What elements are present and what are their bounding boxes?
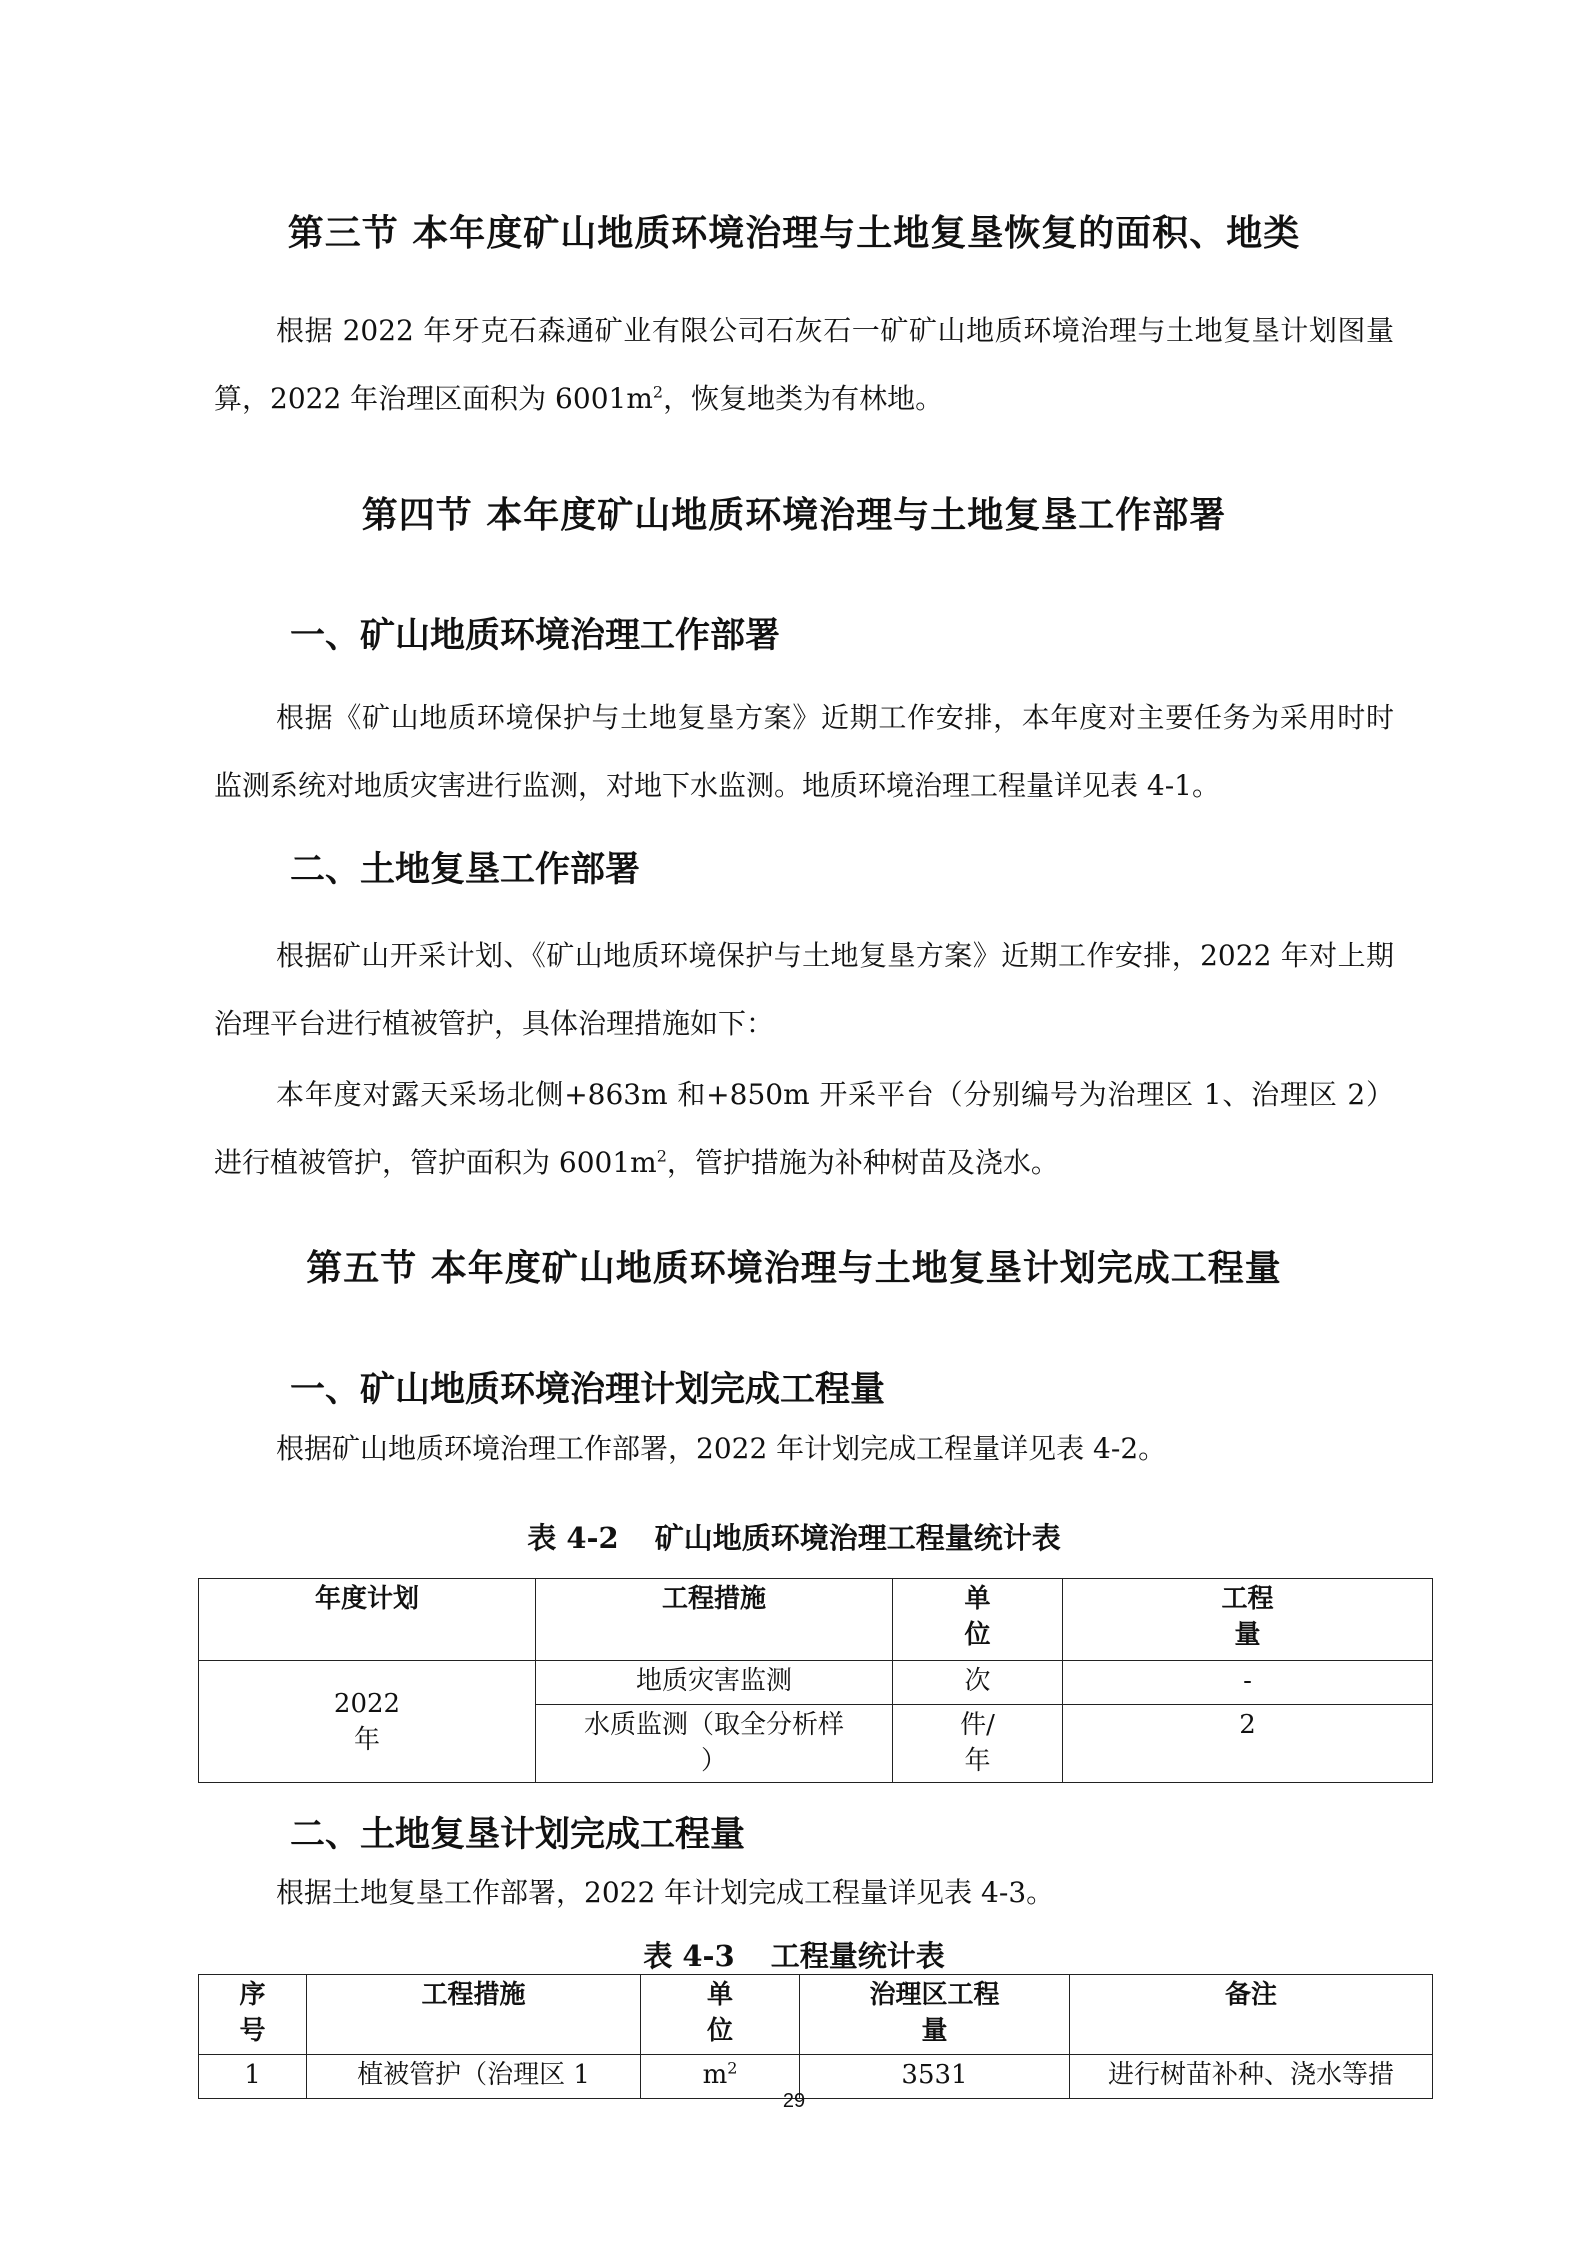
table-header-cell: 单 位: [893, 1579, 1063, 1661]
section-4-paragraph-2: 根据矿山开采计划、《矿山地质环境保护与土地复垦方案》近期工作安排，2022 年对上期治理平台进行植被管护，具体治理措施如下：: [214, 939, 1394, 1040]
table-header-cell: 工程措施: [307, 1975, 641, 2055]
table-cell: 2: [1063, 1705, 1433, 1783]
table-header-cell: 备注: [1070, 1975, 1433, 2055]
table-header-cell: 工程 量: [1063, 1579, 1433, 1661]
section-4-paragraph-3-text-b: ，管护措施为补种树苗及浇水。: [666, 1146, 1059, 1179]
superscript-2: 2: [656, 1146, 667, 1166]
table-row: [199, 1661, 1433, 1705]
table-4-2: [198, 1578, 1433, 1783]
table-cell: 植被管护（治理区 1: [307, 2055, 641, 2099]
section-4-subheading-1: 一、矿山地质环境治理工作部署: [290, 615, 781, 656]
table-4-2-caption-title: 矿山地质环境治理工程量统计表: [654, 1521, 1061, 1555]
section-4-paragraph-3: [214, 1061, 1394, 1197]
section-3-paragraph-text-a: 根据 2022 年牙克石森通矿业有限公司石灰石一矿矿山地质环境治理与土地复垦计划图量算，2022 年治理区面积为 6001m: [214, 314, 1394, 415]
table-cell: 进行树苗补种、浇水等措: [1070, 2055, 1433, 2099]
section-3-paragraph: [214, 297, 1394, 433]
table-header-cell: 单 位: [641, 1975, 800, 2055]
superscript-2: 2: [652, 382, 664, 402]
table-header-cell: 年度计划: [199, 1579, 536, 1661]
table-4-3-caption-number: 表 4-3: [643, 1939, 735, 1973]
section-4-paragraph-3-text-a: 本年度对露天采场北侧+863m 和+850m 开采平台（分别编号为治理区 1、治理区 2）进行植被管护，管护面积为 6001m: [214, 1078, 1394, 1179]
table-4-2-caption: [0, 1516, 1588, 1557]
table-cell: 3531: [800, 2055, 1070, 2099]
section-4-subheading-2: 二、土地复垦工作部署: [290, 849, 641, 890]
section-3-heading: 第三节 本年度矿山地质环境治理与土地复垦恢复的面积、地类: [287, 212, 1301, 254]
section-5-paragraph-1: 根据矿山地质环境治理工作部署，2022 年计划完成工程量详见表 4-2。: [276, 1432, 1167, 1465]
table-4-2-caption-number: 表 4-2: [527, 1521, 619, 1555]
table-4-3-caption: [0, 1934, 1588, 1975]
table-cell: 1: [199, 2055, 307, 2099]
table-header-cell: 治理区工程 量: [800, 1975, 1070, 2055]
section-5-paragraph-2: 根据土地复垦工作部署，2022 年计划完成工程量详见表 4-3。: [276, 1876, 1055, 1909]
table-cell: 地质灾害监测: [536, 1661, 893, 1705]
table-cell: -: [1063, 1661, 1433, 1705]
section-5-subheading-2: 二、土地复垦计划完成工程量: [290, 1814, 746, 1855]
table-cell: 件/ 年: [893, 1705, 1063, 1783]
section-4-heading: 第四节 本年度矿山地质环境治理与土地复垦工作部署: [361, 494, 1227, 536]
table-4-3-caption-title: 工程量统计表: [770, 1939, 945, 1973]
section-5-subheading-1: 一、矿山地质环境治理计划完成工程量: [290, 1369, 886, 1410]
section-3-paragraph-text-b: ，恢复地类为有林地。: [663, 382, 944, 415]
table-year-cell: 2022 年: [199, 1661, 536, 1783]
table-header-cell: 工程措施: [536, 1579, 893, 1661]
section-4-paragraph-1: 根据《矿山地质环境保护与土地复垦方案》近期工作安排，本年度对主要任务为采用时时监测系统对地质灾害进行监测，对地下水监测。地质环境治理工程量详见表 4-1。: [214, 701, 1394, 802]
unit-text: m: [702, 2060, 728, 2090]
superscript-2: 2: [727, 2058, 738, 2078]
table-4-3: [198, 1974, 1433, 2099]
table-cell: 水质监测（取全分析样 ）: [536, 1705, 893, 1783]
section-5-heading: 第五节 本年度矿山地质环境治理与土地复垦计划完成工程量: [306, 1247, 1282, 1289]
table-header-cell: 序 号: [199, 1975, 307, 2055]
table-cell: 次: [893, 1661, 1063, 1705]
table-row: [199, 1975, 1433, 2055]
page-number: 29: [782, 2090, 806, 2112]
table-row: [199, 1579, 1433, 1661]
